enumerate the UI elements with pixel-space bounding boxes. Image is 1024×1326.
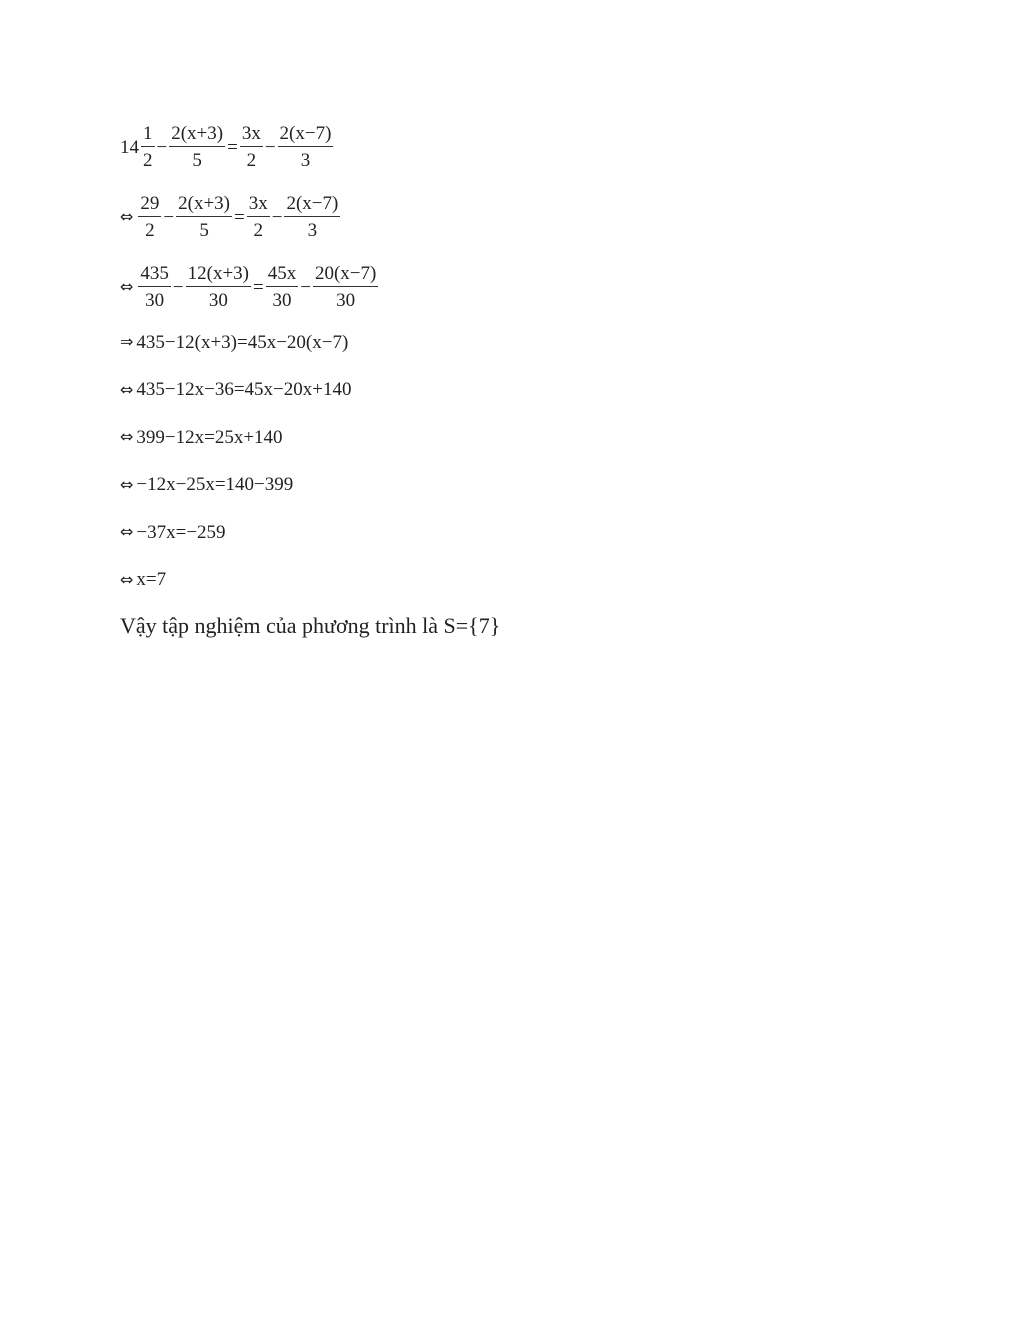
- fraction-denominator: 30: [336, 290, 356, 311]
- fraction-denominator: 5: [192, 150, 202, 171]
- equation-text: =: [234, 206, 245, 228]
- equivalence-arrow: ⇔: [120, 207, 134, 226]
- fraction-numerator: 1: [141, 124, 155, 147]
- equation-line: [120, 376, 980, 404]
- equation-steps: [120, 118, 980, 594]
- equation-line: [120, 471, 980, 499]
- fraction-denominator: 2: [145, 220, 155, 241]
- equation-text: −: [300, 276, 311, 298]
- fraction: [186, 264, 251, 310]
- equation-text: 399−12x=25x+140: [136, 426, 283, 448]
- fraction-numerator: 2(x+3): [169, 124, 225, 147]
- equation-text: −: [156, 136, 168, 158]
- equivalence-arrow: ⇔: [120, 569, 134, 589]
- equivalence-arrow: ⇔: [120, 379, 134, 399]
- document-page: [120, 118, 980, 639]
- fraction: [141, 124, 155, 170]
- equation-text: 14: [120, 136, 139, 158]
- equation-text: 435−12x−36=45x−20x+140: [136, 379, 352, 400]
- fraction-numerator: 2(x−7): [278, 124, 334, 147]
- equivalence-arrow: ⇔: [120, 277, 134, 296]
- fraction: [138, 194, 161, 240]
- fraction: [240, 124, 263, 170]
- equivalence-arrow: ⇔: [120, 474, 134, 494]
- equation-line: [120, 423, 980, 451]
- fraction-denominator: 30: [145, 290, 165, 311]
- fraction: [176, 194, 232, 240]
- equation-text: −: [172, 276, 184, 298]
- equation-line: [120, 328, 980, 356]
- equation-text: −12x−25x=140−399: [136, 474, 294, 495]
- fraction-denominator: 30: [272, 290, 292, 311]
- fraction-denominator: 2: [253, 220, 263, 241]
- fraction-denominator: 3: [307, 220, 318, 241]
- fraction-numerator: 3x: [247, 194, 270, 217]
- equivalence-arrow: ⇔: [120, 427, 134, 446]
- fraction-numerator: 3x: [240, 124, 263, 147]
- equation-line: [120, 518, 980, 546]
- equation-text: −37x=−259: [136, 521, 226, 543]
- fraction-denominator: 2: [143, 150, 153, 171]
- equation-line: [120, 258, 980, 316]
- fraction-numerator: 435: [138, 264, 171, 287]
- equation-line: [120, 118, 980, 176]
- fraction-numerator: 45x: [266, 264, 299, 287]
- fraction: [278, 124, 334, 170]
- equivalence-arrow: ⇔: [120, 522, 134, 541]
- equation-text: −: [271, 206, 283, 228]
- fraction: [247, 194, 270, 240]
- fraction-denominator: 5: [199, 220, 209, 241]
- fraction-numerator: 2(x+3): [176, 194, 232, 217]
- equation-line: [120, 188, 980, 246]
- fraction-denominator: 3: [300, 150, 311, 171]
- fraction-numerator: 2(x−7): [284, 194, 340, 217]
- conclusion-text: Vậy tập nghiệm của phương trình là S={7}: [120, 613, 501, 638]
- equivalence-arrow: ⇒: [120, 332, 134, 351]
- fraction-denominator: 2: [246, 150, 257, 171]
- equation-text: −: [264, 136, 276, 158]
- fraction: [138, 264, 171, 310]
- fraction: [284, 194, 340, 240]
- equation-text: =: [227, 136, 238, 158]
- fraction: [169, 124, 225, 170]
- fraction-numerator: 12(x+3): [186, 264, 251, 287]
- equation-text: −: [163, 206, 175, 228]
- equation-text: 435−12(x+3)=45x−20(x−7): [136, 331, 349, 353]
- fraction-denominator: 30: [208, 290, 228, 311]
- fraction: [266, 264, 299, 310]
- fraction-numerator: 20(x−7): [313, 264, 378, 287]
- fraction: [313, 264, 378, 310]
- equation-text: x=7: [136, 569, 167, 590]
- equation-line: [120, 566, 980, 594]
- equation-text: =: [253, 276, 264, 298]
- fraction-numerator: 29: [138, 194, 161, 217]
